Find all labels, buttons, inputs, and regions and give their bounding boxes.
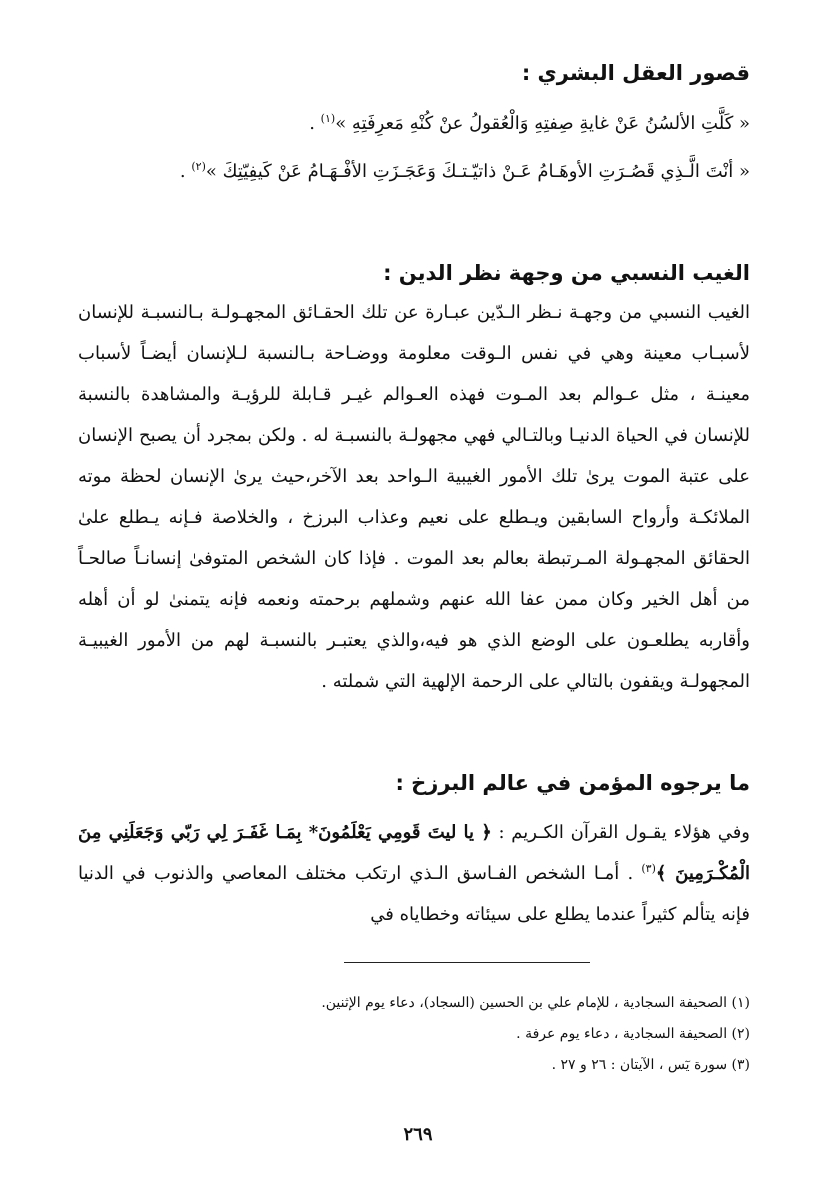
footnote-3: (٣) سورة يٓس ، الآيتان : ٢٦ و ٢٧ . [551, 1057, 750, 1073]
page-number: ٢٦٩ [403, 1124, 433, 1145]
quote-2-end: . [179, 161, 186, 182]
footnote-2: (٢) الصحيفة السجادية ، دعاء يوم عرفة . [516, 1026, 750, 1042]
footnote-ref-1: (١) [320, 112, 336, 125]
footnote-ref-3: (٣) [641, 862, 656, 875]
quran-verse: ﴿ يا ليتَ قَومِي يَعْلَمُونَ* بِمَـا غَفَـرَ لِي رَبّي وَجَعَلَنِي مِنَ الْمُكْـرَمِينَ ﴾ [78, 822, 750, 884]
quote-2 [78, 150, 750, 194]
heading-relative-unseen: الغيب النسبي من وجهة نظر الدين : [383, 261, 750, 285]
quote-1 [78, 102, 750, 146]
intro-text: وفي هؤلاء يقـول القرآن الكـريم : [498, 822, 751, 843]
quote-1-text: « كَلَّتِ الألسُنُ عَنْ غايةِ صِفتِهِ وَالْعُقولُ عنْ كُنْهِ مَعرِفَتِهِ » [335, 113, 750, 134]
paragraph-believer-hope [78, 812, 750, 935]
paragraph-relative-unseen: الغيب النسبي من وجهـة نـظر الـدّين عبـارة عن تلك الحقـائق المجهـولـة بـالنسبـة للإنسان لأسبـاب معينة وهي في نفس الـوقت معلومة ووضـاحة بـالنسبة لـلإنسان أيضـاً لأسباب معينـة ، مثل عـوالم بعد المـوت فهذه العـوالم غيـر قـابلة للرؤيـة والمشاهدة بالنسبة للإنسان في الحياة الدنيـا وبالتـالي فهي مجهولـة بالنسبـة له . ولكن بمجرد أن يصبح الإنسان على عتبة الموت يرىٰ تلك الأمور الغيبية الـواحد بعد الآخر،حيث يرىٰ الإنسان لحظة موته الملائكـة وأرواح السابقين ويـطلع على نعيم وعذاب البرزخ ، والخلاصة فـإنه يـطلع علىٰ الحقائق المجهـولة المـرتبطة بعالم بعد الموت . فإذا كان الشخص المتوفىٰ إنسانـاً صالحـاً من أهل الخير وكان ممن عفا الله عنهم وشملهم برحمته ونعمه فإنه يتمنىٰ لو أن أهله وأقاربه يطلعـون على الوضع الذي هو فيه،والذي يعتبـر بالنسبـة لهم من الأمور الغيبيـة المجهولـة ويقفون بالتالي على الرحمة الإلهية التي شملته . [78, 302, 750, 692]
footnotes [150, 988, 750, 1081]
heading-believer-hope: ما يرجوه المؤمن في عالم البرزخ : [395, 771, 750, 795]
footnote-ref-2: (٢) [191, 160, 206, 173]
section-relative-unseen [78, 258, 750, 702]
section-intellect [78, 58, 750, 194]
footnote-1: (١) الصحيفة السجادية ، للإمام علي بن الحسين (السجاد)، دعاء يوم الإثنين. [321, 995, 750, 1011]
section-believer-hope [78, 768, 750, 935]
footnote-divider [344, 962, 590, 963]
continuation-text: . أمـا الشخص الفـاسق الـذي ارتكب مختلف المعاصي والذنوب في الدنيا فإنه يتألم كثيراً عندما يطلع على سيئاته وخطاياه في [78, 863, 750, 925]
quote-2-text: « أنْتَ الَّـذِي قَصُـرَتِ الأوهَـامُ عَـنْ ذاتيّـتـكَ وَعَجَـزَتِ الأفْـهَـامُ عَنْ كَيفِيّتِكَ » [205, 161, 750, 182]
quote-1-end: . [309, 113, 315, 134]
heading-intellect: قصور العقل البشري : [521, 61, 750, 85]
